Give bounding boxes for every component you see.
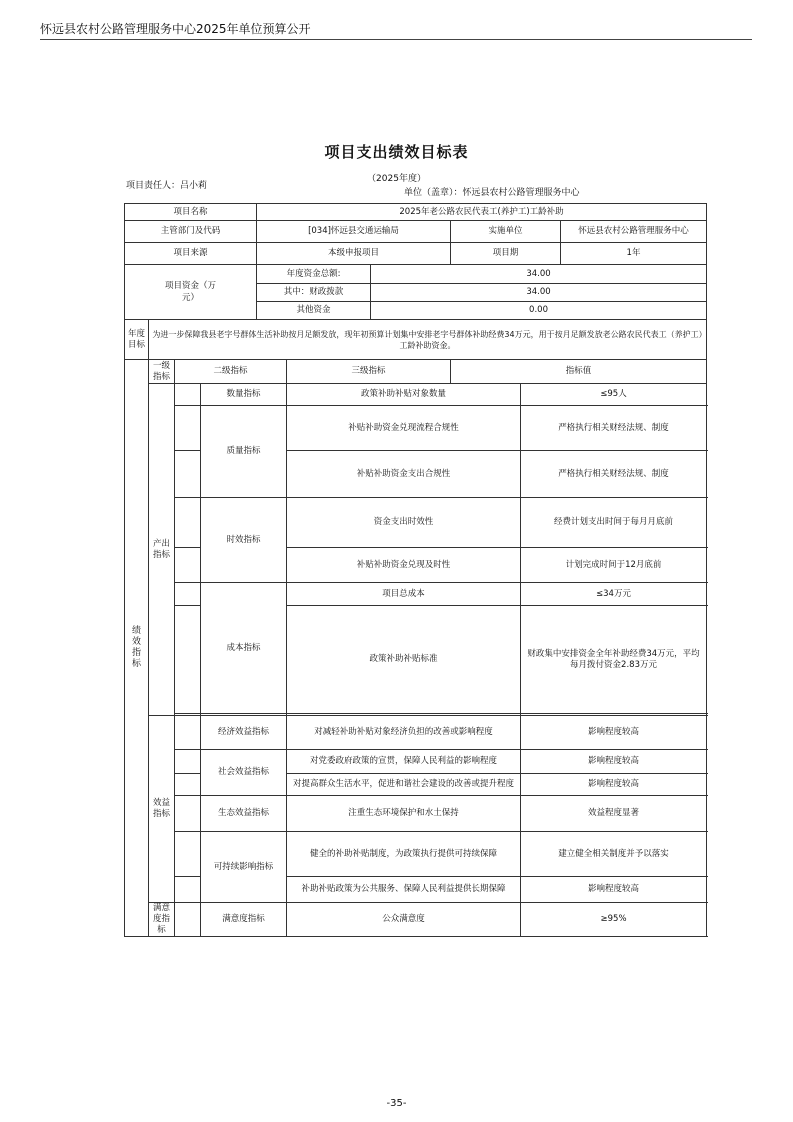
eco-name: 注重生态环境保护和水土保持 — [287, 796, 521, 832]
row-satisfaction — [125, 903, 707, 937]
col-level1: 一级指标 — [149, 360, 175, 384]
cost2-name: 政策补助补贴标准 — [287, 606, 521, 714]
cost1-value: ≤34万元 — [521, 583, 707, 606]
eco-label: 生态效益指标 — [201, 796, 287, 832]
impl-unit-value: 怀远县农村公路管理服务中心 — [561, 221, 707, 243]
row-quantity — [125, 384, 707, 406]
quality1-value: 严格执行相关财经法规、制度 — [521, 406, 707, 451]
row-source — [125, 243, 707, 265]
col-value: 指标值 — [451, 360, 707, 384]
header-rule — [40, 39, 752, 40]
project-name-label: 项目名称 — [125, 204, 257, 221]
row-sustain-1 — [125, 832, 707, 877]
social1-value: 影响程度较高 — [521, 750, 707, 774]
doc-title: 项目支出绩效目标表 — [324, 143, 469, 161]
quantity-label: 数量指标 — [201, 384, 287, 406]
other-funds-label: 其他资金 — [257, 302, 371, 320]
row-eco — [125, 796, 707, 832]
row-funds-total — [125, 265, 707, 284]
row-department — [125, 221, 707, 243]
performance-table — [124, 203, 707, 937]
row-project-name — [125, 204, 707, 221]
fiscal-funds-value: 34.00 — [371, 284, 707, 302]
period-label: 项目期 — [451, 243, 561, 265]
sustain1-name: 健全的补助补贴制度，为政策执行提供可持续保障 — [287, 832, 521, 877]
funds-label — [125, 265, 257, 320]
cost-label: 成本指标 — [201, 583, 287, 714]
row-indicator-header — [125, 360, 707, 384]
source-label: 项目来源 — [125, 243, 257, 265]
output-indicators-label: 产出指标 — [149, 384, 175, 716]
timely1-name: 资金支出时效性 — [287, 498, 521, 548]
quality-label: 质量指标 — [201, 406, 287, 498]
row-timely-1 — [125, 498, 707, 548]
goal-label-text: 年度目标 — [127, 328, 145, 350]
sat-name: 公众满意度 — [287, 903, 521, 937]
sustain1-value: 建立健全相关制度并予以落实 — [521, 832, 707, 877]
performance-indicators-label — [125, 360, 149, 937]
social2-name: 对提高群众生活水平，促进和谐社会建设的改善或提升程度 — [287, 774, 521, 796]
other-funds-value: 0.00 — [371, 302, 707, 320]
sat-value: ≥95% — [521, 903, 707, 937]
row-econ — [125, 716, 707, 750]
funds-label-text: 项目资金（万元） — [164, 281, 216, 303]
doc-year: （2025年度） — [367, 174, 426, 184]
fiscal-funds-label: 其中：财政拨款 — [257, 284, 371, 302]
econ-value: 影响程度较高 — [521, 716, 707, 750]
unit-stamp: 单位（盖章）：怀远县农村公路管理服务中心 — [404, 188, 580, 198]
quantity-value: ≤95人 — [521, 384, 707, 406]
cost2-value: 财政集中安排资金全年补助经费34万元，平均每月拨付资金2.83万元 — [521, 606, 707, 714]
timely1-value: 经费计划支出时间于每月月底前 — [521, 498, 707, 548]
source-value: 本级申报项目 — [257, 243, 451, 265]
benefit-indicators-label: 效益指标 — [149, 716, 175, 903]
social2-value: 影响程度较高 — [521, 774, 707, 796]
econ-label: 经济效益指标 — [201, 716, 287, 750]
quantity-name: 政策补助补贴对象数量 — [287, 384, 521, 406]
page-number: -35- — [386, 1098, 407, 1109]
row-quality-1 — [125, 406, 707, 451]
sat-label: 满意度指标 — [201, 903, 287, 937]
total-funds-label: 年度资金总额: — [257, 265, 371, 284]
eco-value: 效益程度显著 — [521, 796, 707, 832]
social1-name: 对党委政府政策的宣贯，保障人民利益的影响程度 — [287, 750, 521, 774]
period-value: 1年 — [561, 243, 707, 265]
dept-label: 主管部门及代码 — [125, 221, 257, 243]
row-cost-1 — [125, 583, 707, 606]
quality1-name: 补贴补助资金兑现流程合规性 — [287, 406, 521, 451]
total-funds-value: 34.00 — [371, 265, 707, 284]
page-header: 怀远县农村公路管理服务中心2025年单位预算公开 — [40, 22, 311, 36]
quality2-value: 严格执行相关财经法规、制度 — [521, 451, 707, 498]
performance-indicators-text: 绩效指标 — [131, 626, 141, 669]
econ-name: 对减轻补助补贴对象经济负担的改善或影响程度 — [287, 716, 521, 750]
timely2-name: 补贴补助资金兑现及时性 — [287, 548, 521, 583]
dept-value: [034]怀远县交通运输局 — [257, 221, 451, 243]
timely2-value: 计划完成时间于12月底前 — [521, 548, 707, 583]
project-responsible: 项目责任人：吕小莉 — [126, 181, 208, 191]
satisfaction-indicators-label: 满意度指标 — [149, 903, 175, 937]
project-name-value: 2025年老公路农民代表工(养护工)工龄补助 — [257, 204, 707, 221]
col-level3: 三级指标 — [287, 360, 451, 384]
timely-label: 时效指标 — [201, 498, 287, 583]
cost1-name: 项目总成本 — [287, 583, 521, 606]
goal-label — [125, 320, 149, 360]
col-level2: 二级指标 — [175, 360, 287, 384]
quality2-name: 补贴补助资金支出合规性 — [287, 451, 521, 498]
sustain2-value: 影响程度较高 — [521, 877, 707, 903]
sustain2-name: 补助补贴政策为公共服务、保障人民利益提供长期保障 — [287, 877, 521, 903]
sustain-label: 可持续影响指标 — [201, 832, 287, 903]
goal-text: 为进一步保障我县老字号群体生活补助按月足额发放，现年初预算计划集中安排老字号群体补助经费34万元，用于按月足额发放老公路农民代表工（养护工）工龄补助资金。 — [149, 320, 707, 360]
social-label: 社会效益指标 — [201, 750, 287, 796]
impl-unit-label: 实施单位 — [451, 221, 561, 243]
row-annual-goal — [125, 320, 707, 360]
row-social-1 — [125, 750, 707, 774]
